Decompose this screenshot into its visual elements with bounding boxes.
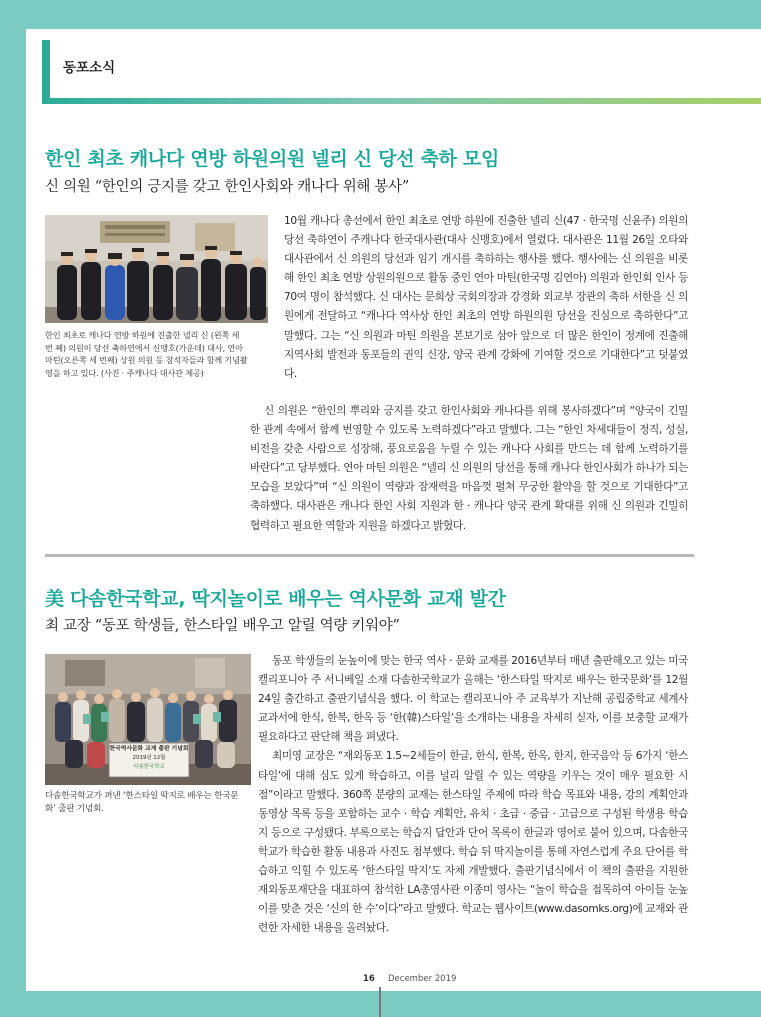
article2-headline: 美 다솜한국학교, 딱지놀이로 배우는 역사문화 교재 발간 <box>45 588 506 610</box>
magazine-page <box>26 29 761 991</box>
article2-paragraph-intro: 동포 학생들의 눈높이에 맞는 한국 역사 · 문화 교재를 2016년부터 매년 출판해오고 있는 미국 캘리포니아 주 서니베일 소재 다솜한국학교가 올해는 ‘한스타일 딱지로 배우는 한국문화’를 12월 24일 출간하고 출판기념식을 했다. 이 학교는 캘리포니아 주 교육부가 지난해 공립중학교 세계사 교과서에 한식, 한복, 한옥 등 ‘한(韓)스타일’을 소개하는 내용을 자세히 싣자, 이를 보충할 교재가 필요하다고 판단해 책을 펴냈다. <box>258 655 688 744</box>
section-header-bar <box>42 40 761 104</box>
article1-body-main <box>250 402 688 536</box>
article1-paragraph-intro: 10월 캐나다 총선에서 한인 최초로 연방 하원에 진출한 넬리 신(47 · 한국명 신윤주) 의원의 당선 축하연이 주캐나다 한국대사관(대사 신맹호)에서 열렸다. 대사관은 11월 26일 오타와 대사관에서 신 의원의 당선과 임기 개시를 축하하는 행사를 했다. 행사에는 신 의원을 비롯해 한인 최초 연방 상원의원으로 활동 중인 연아 마틴(한국명 김연아) 의원과 한인회 인사 등 70여 명이 참석했다. 신 대사는 문희상 국회의장과 강경화 외교부 장관의 축하 서한을 신 의원에게 전달하고 “캐나다 역사상 한인 최초의 연방 하원의원 당선을 진심으로 축하한다”고 말했다. 그는 “신 의원과 마틴 의원을 본보기로 삼아 앞으로 더 많은 한인이 정계에 진출해 지역사회 발전과 동포들의 권익 신장, 양국 관계 강화에 기여할 것으로 기대한다”고 덧붙였다. <box>284 215 688 380</box>
article1-photo <box>45 215 268 323</box>
article2-photo <box>45 654 251 785</box>
article-divider <box>45 554 694 557</box>
page-number: 16 <box>363 974 375 984</box>
article1-intro-continuation <box>250 212 688 250</box>
article2-paragraph-2: 최미영 교장은 “재외동포 1.5~2세들이 한글, 한식, 한복, 한옥, 한지, 한국음악 등 6가지 ‘한스타일’에 대해 심도 있게 학습하고, 이를 널리 알릴 수 있는 역량을 키우는 것이 매우 필요한 시점”이라고 말했다. 360쪽 분량의 교재는 한스타일 주제에 따라 학습 목표와 내용, 강의 계획안과 동영상 목록 등을 포함하는 교수 · 학습 계획안, 유치 · 초급 · 중급 · 고급으로 구성된 학생용 학습지 등으로 구성됐다. 부록으로는 학습지 답안과 단어 목록이 한글과 영어로 붙어 있으며, 다솜한국학교가 학습한 활동 내용과 사진도 첨부했다. 학습 뒤 딱지놀이를 통해 자연스럽게 주요 단어를 학습하고 익힐 수 있도록 ‘한스타일 딱지’도 자체 개발했다. 출판기념식에서 이 책의 출판을 지원한 재외동포재단을 대표하여 참석한 LA총영사관 이종미 영사는 “놀이 학습을 접목하여 아이들 눈높이를 맞춘 것은 ‘신의 한 수’이다”라고 말했다. 학교는 웹사이트(www.dasomks.org)에 교재와 관련한 자세한 내용을 올려놨다. <box>258 750 689 935</box>
photo-banner <box>109 743 189 777</box>
footer-rule <box>379 987 381 1017</box>
article1-headline: 한인 최초 캐나다 연방 하원의원 넬리 신 당선 축하 모임 <box>45 148 500 170</box>
banner-title: 한국역사문화 교재 출판 기념회 <box>109 746 189 752</box>
article1-photo-caption: 한인 최초로 캐나다 연방 하원에 진출한 넬리 신 (왼쪽 세 번 째) 의원이 당선 축하연에서 신맹호(가운데) 대사, 연아 마틴(오른쪽 세 번째) 상원 의원 등 참석자들과 함께 기념촬영을 하고 있다. (사진 · 주캐나다 대사관 제공) <box>45 330 248 378</box>
article2-subhead: 최 교장 “동포 학생들, 한스타일 배우고 알릴 역량 키워야” <box>45 618 400 634</box>
banner-date: 2019년 12월 <box>132 755 166 761</box>
article2-photo-caption: 다솜한국학교가 펴낸 ‘한스타일 딱지로 배우는 한국문화’ 출판 기념회. <box>45 791 239 814</box>
article2-body <box>258 652 688 938</box>
issue-date: December 2019 <box>388 974 457 984</box>
article1-subhead: 신 의원 “한인의 긍지를 갖고 한인사회와 캐나다 위해 봉사” <box>45 179 409 195</box>
banner-org: 다솜한국학교 <box>133 764 165 770</box>
article1-paragraph-2: 신 의원은 “한인의 뿌리와 긍지를 갖고 한인사회와 캐나다를 위해 봉사하겠다”며 “양국이 긴밀한 관계 속에서 함께 번영할 수 있도록 노력하겠다”라고 말했다. 그는 “한인 차세대들이 정직, 성실, 비전을 갖춘 사람으로 성장해, 풍요로움을 누릴 수 있는 캐나다 사회를 만드는 데 함께 노력하기를 바란다”고 당부했다. 연아 마틴 의원은 “넬리 신 의원의 당선을 통해 캐나다 한인사회가 하나가 되는 모습을 보았다”며 “신 의원이 역량과 잠재력을 마음껏 펼쳐 무궁한 활약을 할 것으로 기대한다”고 축하했다. 대사관은 캐나다 한인 사회 지원과 한 · 캐나다 양국 관계 확대를 위해 신 의원과 긴밀히 협력하고 필요한 역할과 지원을 하겠다고 밝혔다. <box>250 405 688 532</box>
section-label: 동포소식 <box>63 60 116 76</box>
